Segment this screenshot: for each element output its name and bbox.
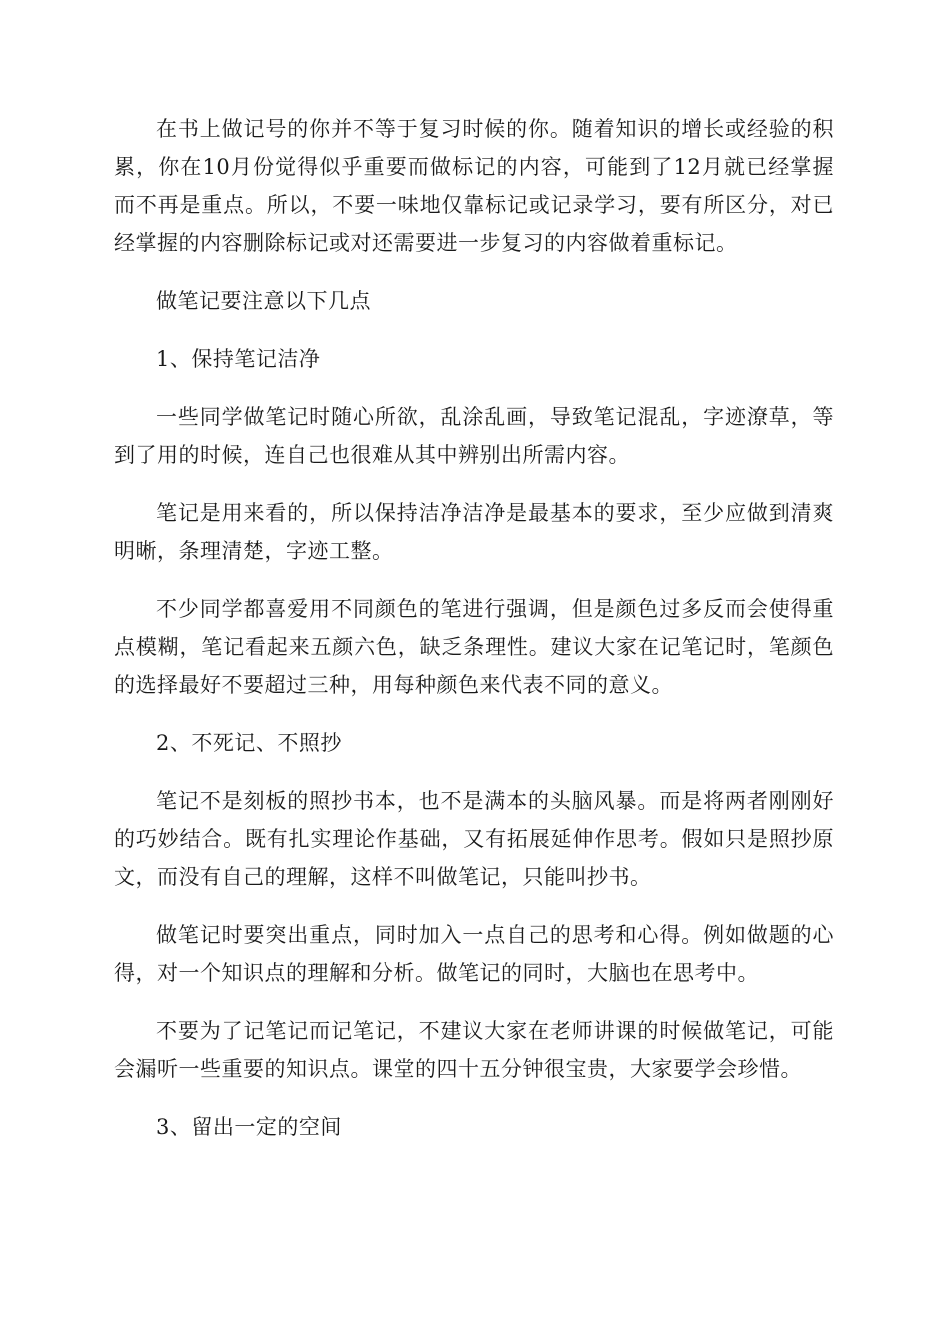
heading-keep-notes-clean: 1、保持笔记洁净 [156,347,321,371]
paragraph-marking-review: 在书上做记号的你并不等于复习时候的你。随着知识的增长或经验的积累，你在10月份觉得似乎重要而做标记的内容，可能到了12月就已经掌握而不再是重点。所以，不要一味地仅靠标记或记录学习，要有所区分，对已经掌握的内容删除标记或对还需要进一步复习的内容做着重标记。 [114,117,834,255]
heading-leave-space: 3、留出一定的空间 [156,1115,342,1139]
paragraph-not-copying: 笔记不是刻板的照抄书本，也不是满本的头脑风暴。而是将两者刚刚好的巧妙结合。既有扎实理论作基础，又有拓展延伸作思考。假如只是照抄原文，而没有自己的理解，这样不叫做笔记，只能叫抄书。 [114,789,834,889]
paragraph-dont-note-in-class: 不要为了记笔记而记笔记，不建议大家在老师讲课的时候做笔记，可能会漏听一些重要的知识点。课堂的四十五分钟很宝贵，大家要学会珍惜。 [114,1019,834,1081]
paragraph-clean-requirement: 笔记是用来看的，所以保持洁净洁净是最基本的要求，至少应做到清爽明晰，条理清楚，字迹工整。 [114,501,834,563]
paragraph-highlight-key-points: 做笔记时要突出重点，同时加入一点自己的思考和心得。例如做题的心得，对一个知识点的理解和分析。做笔记的同时，大脑也在思考中。 [114,923,834,985]
heading-no-rote-copying: 2、不死记、不照抄 [156,731,342,755]
document-page [114,110,834,1166]
paragraph-messy-notes: 一些同学做笔记时随心所欲，乱涂乱画，导致笔记混乱，字迹潦草，等到了用的时候，连自己也很难从其中辨别出所需内容。 [114,405,834,467]
section-heading-note-tips: 做笔记要注意以下几点 [156,289,371,313]
paragraph-color-usage: 不少同学都喜爱用不同颜色的笔进行强调，但是颜色过多反而会使得重点模糊，笔记看起来五颜六色，缺乏条理性。建议大家在记笔记时，笔颜色的选择最好不要超过三种，用每种颜色来代表不同的意义。 [114,597,834,697]
